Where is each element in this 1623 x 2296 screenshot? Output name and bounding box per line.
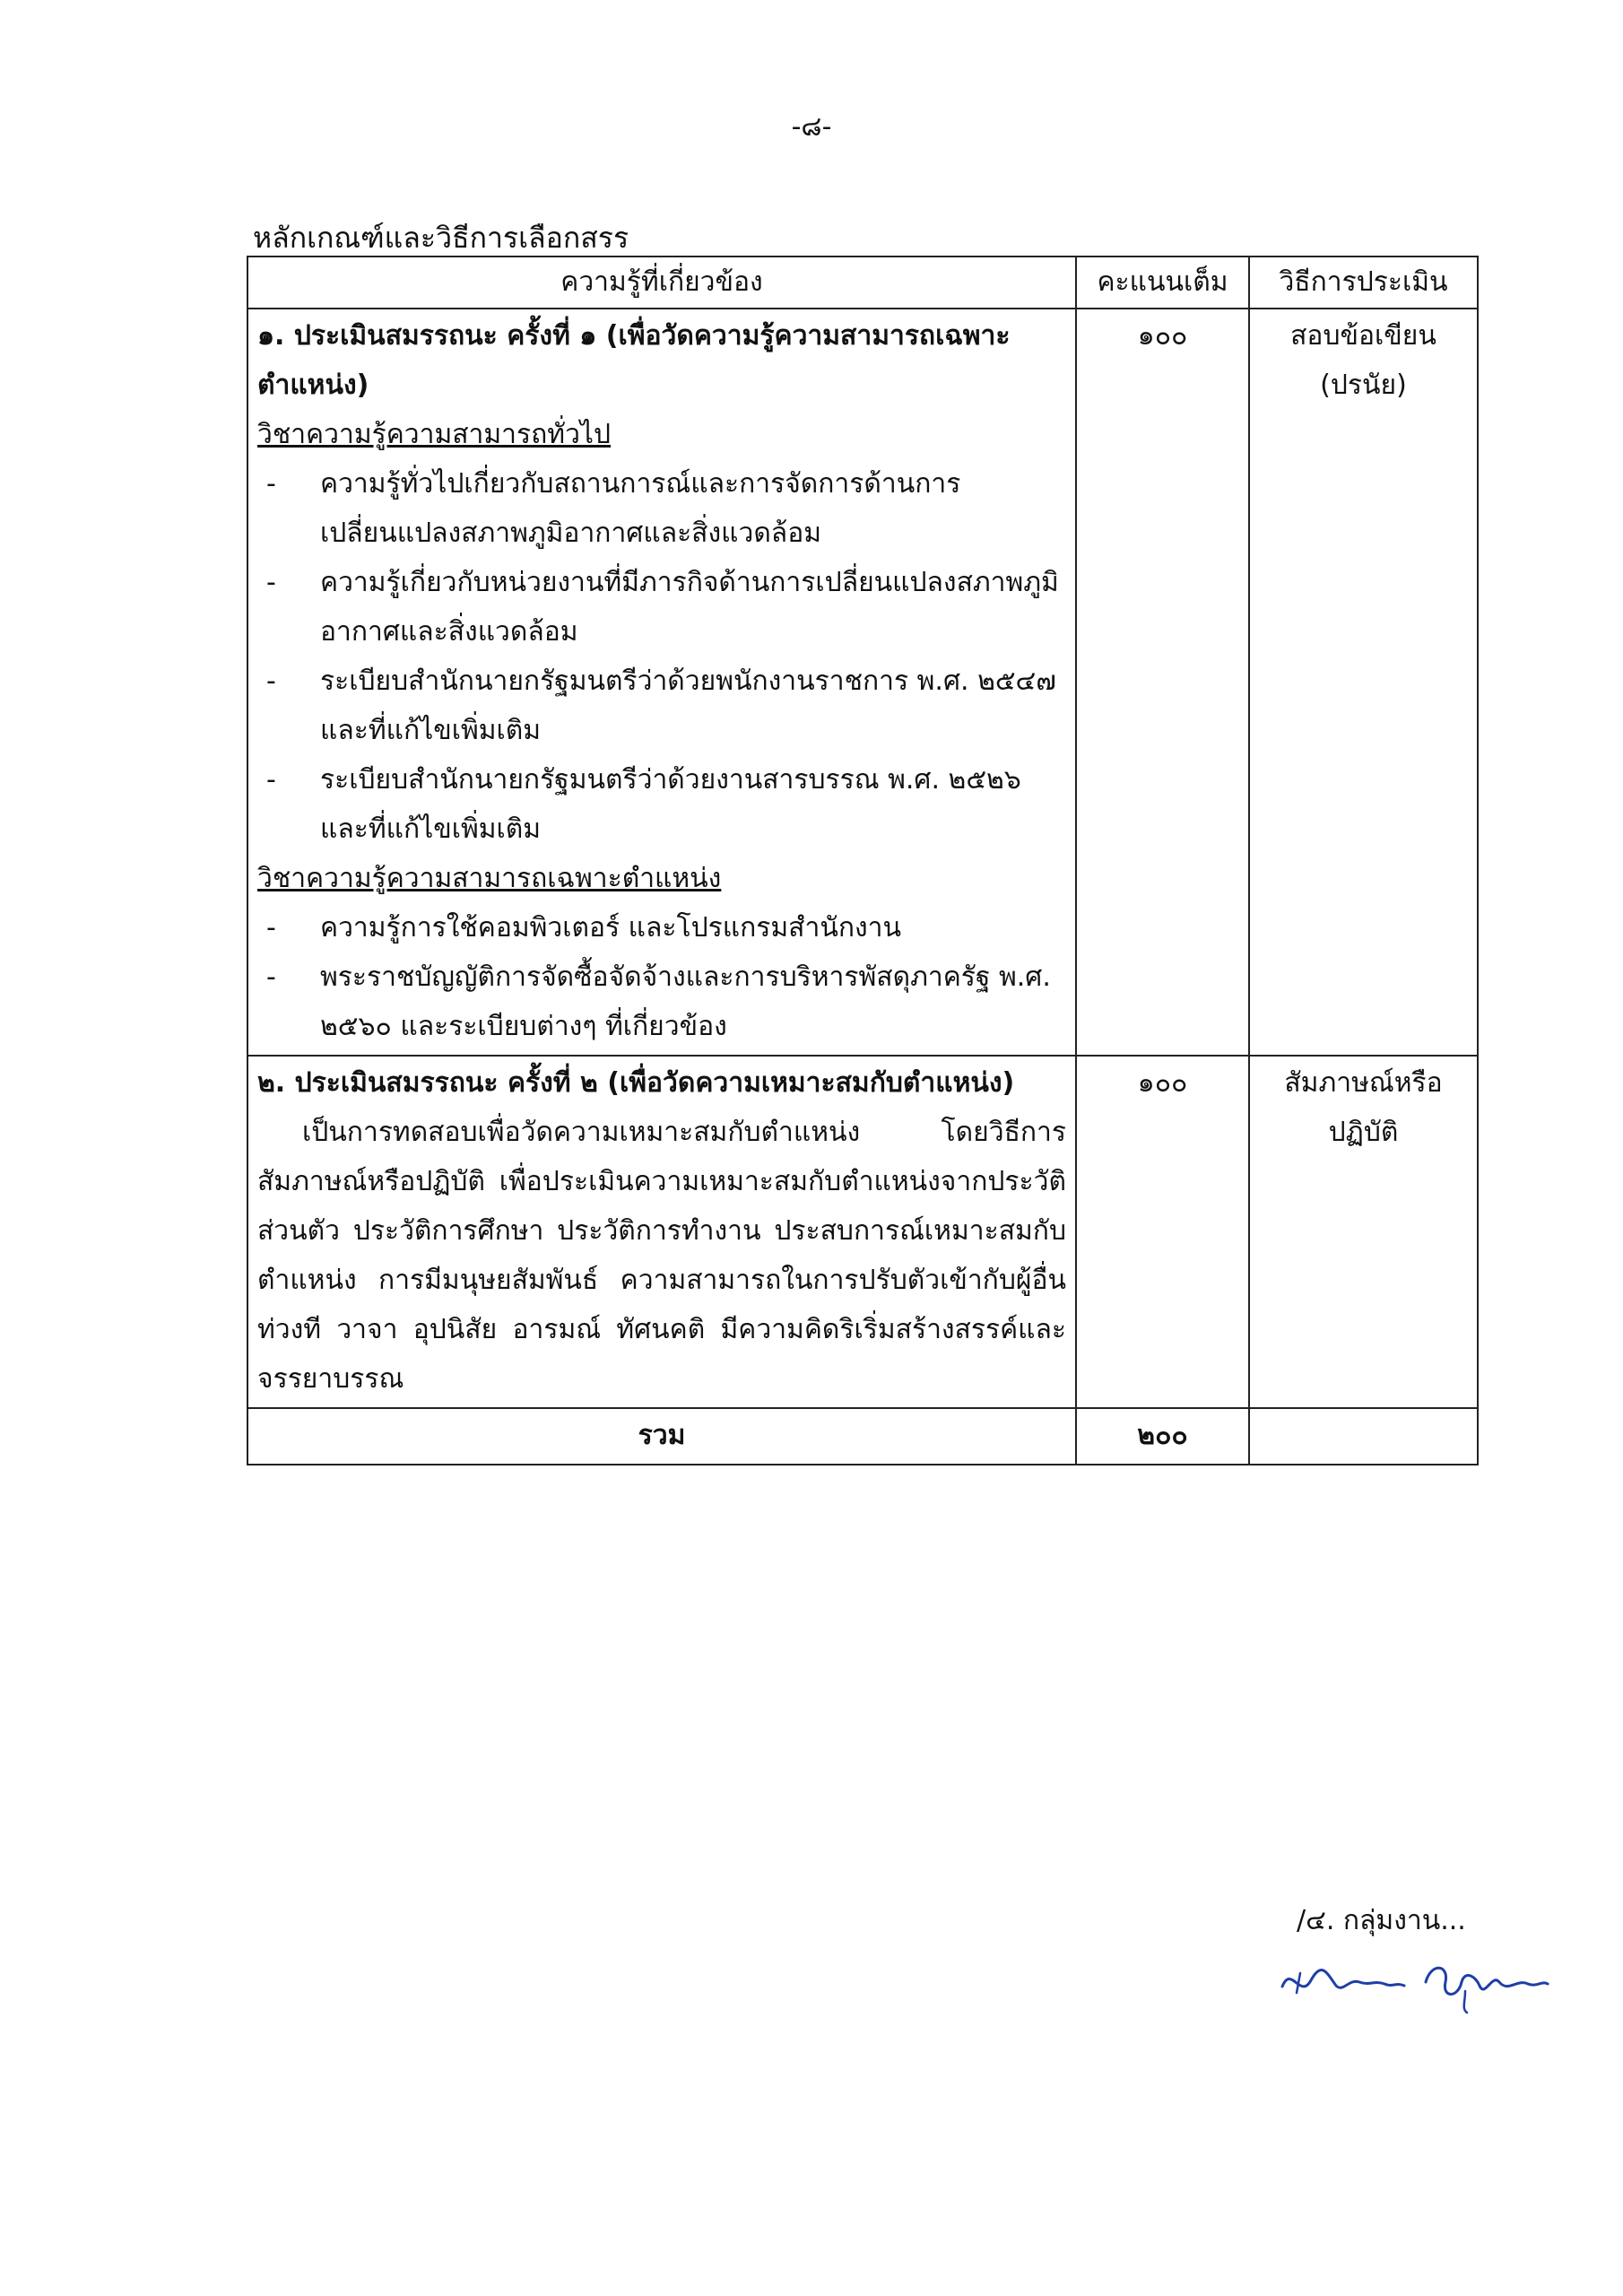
row2-score: ๑๐๐ (1076, 1056, 1249, 1408)
total-method-empty (1249, 1408, 1478, 1465)
list-item (257, 657, 1066, 755)
header-method: วิธีการประเมิน (1249, 257, 1478, 309)
section-title: หลักเกณฑ์และวิธีการเลือกสรร (253, 221, 629, 255)
header-knowledge: ความรู้ที่เกี่ยวข้อง (247, 257, 1076, 309)
total-label: รวม (247, 1408, 1076, 1465)
bullet-dash: - (266, 961, 276, 993)
next-page-reference: /๔. กลุ่มงาน... (1297, 1905, 1466, 1936)
list-item (257, 558, 1066, 657)
bullet-dash: - (266, 665, 276, 697)
row1-score: ๑๐๐ (1076, 309, 1249, 1056)
row1-method: สอบข้อเขียน (ปรนัย) (1249, 309, 1478, 1056)
list-item-text: ระเบียบสำนักนายกรัฐมนตรีว่าด้วยพนักงานราชการ พ.ศ. ๒๕๔๗ และที่แก้ไขเพิ่มเติม (320, 665, 1056, 746)
list-item-text: ความรู้การใช้คอมพิวเตอร์ และโปรแกรมสำนักงาน (320, 912, 901, 944)
header-full-score: คะแนนเต็ม (1076, 257, 1249, 309)
bullet-dash: - (266, 468, 276, 500)
general-knowledge-heading: วิชาความรู้ความสามารถทั่วไป (257, 419, 612, 450)
total-row (247, 1408, 1478, 1465)
bullet-dash: - (266, 912, 276, 944)
handwritten-signature (1273, 1946, 1560, 2018)
row1-title: ๑. ประเมินสมรรถนะ ครั้งที่ ๑ (เพื่อวัดความรู้ความสามารถเฉพาะตำแหน่ง) (257, 320, 1011, 401)
row1-knowledge-cell (247, 309, 1076, 1056)
list-item-text: ความรู้ทั่วไปเกี่ยวกับสถานการณ์และการจัดการด้านการเปลี่ยนแปลงสภาพภูมิอากาศและสิ่งแวดล้อม (320, 468, 961, 549)
bullet-dash: - (266, 764, 276, 796)
list-item (257, 459, 1066, 558)
table-header-row (247, 257, 1478, 309)
list-item-text: พระราชบัญญัติการจัดซื้อจัดจ้างและการบริหารพัสดุภาครัฐ พ.ศ. ๒๕๖๐ และระเบียบต่างๆ ที่เกี่ยวข้อง (320, 961, 1051, 1042)
criteria-table (247, 256, 1479, 1465)
specific-knowledge-heading: วิชาความรู้ความสามารถเฉพาะตำแหน่ง (257, 863, 722, 894)
table-row (247, 309, 1478, 1056)
table-row (247, 1056, 1478, 1408)
total-score: ๒๐๐ (1076, 1408, 1249, 1465)
bullet-dash: - (266, 567, 276, 598)
row2-title: ๒. ประเมินสมรรถนะ ครั้งที่ ๒ (เพื่อวัดความเหมาะสมกับตำแหน่ง) (257, 1067, 1015, 1099)
page-number: -๘- (791, 111, 832, 143)
list-item (257, 755, 1066, 854)
list-item (257, 903, 1066, 952)
list-item-text: ระเบียบสำนักนายกรัฐมนตรีว่าด้วยงานสารบรรณ พ.ศ. ๒๕๒๖ และที่แก้ไขเพิ่มเติม (320, 764, 1021, 845)
list-item-text: ความรู้เกี่ยวกับหน่วยงานที่มีภารกิจด้านการเปลี่ยนแปลงสภาพภูมิอากาศและสิ่งแวดล้อม (320, 567, 1059, 648)
row2-knowledge-cell (247, 1056, 1076, 1408)
row2-method: สัมภาษณ์หรือปฏิบัติ (1249, 1056, 1478, 1408)
list-item (257, 952, 1066, 1051)
row2-description: เป็นการทดสอบเพื่อวัดความเหมาะสมกับตำแหน่ง โดยวิธีการสัมภาษณ์หรือปฏิบัติ เพื่อประเมินความเหมาะสมกับตำแหน่งจากประวัติส่วนตัว ประวัติการศึกษา ประวัติการทำงาน ประสบการณ์เหมาะสมกับตำแหน่ง การมีมนุษยสัมพันธ์ ความสามารถในการปรับตัวเข้ากับผู้อื่น ท่วงที วาจา อุปนิสัย อารมณ์ ทัศนคติ มีความคิดริเริ่มสร้างสรรค์และจรรยาบรรณ (257, 1117, 1066, 1395)
